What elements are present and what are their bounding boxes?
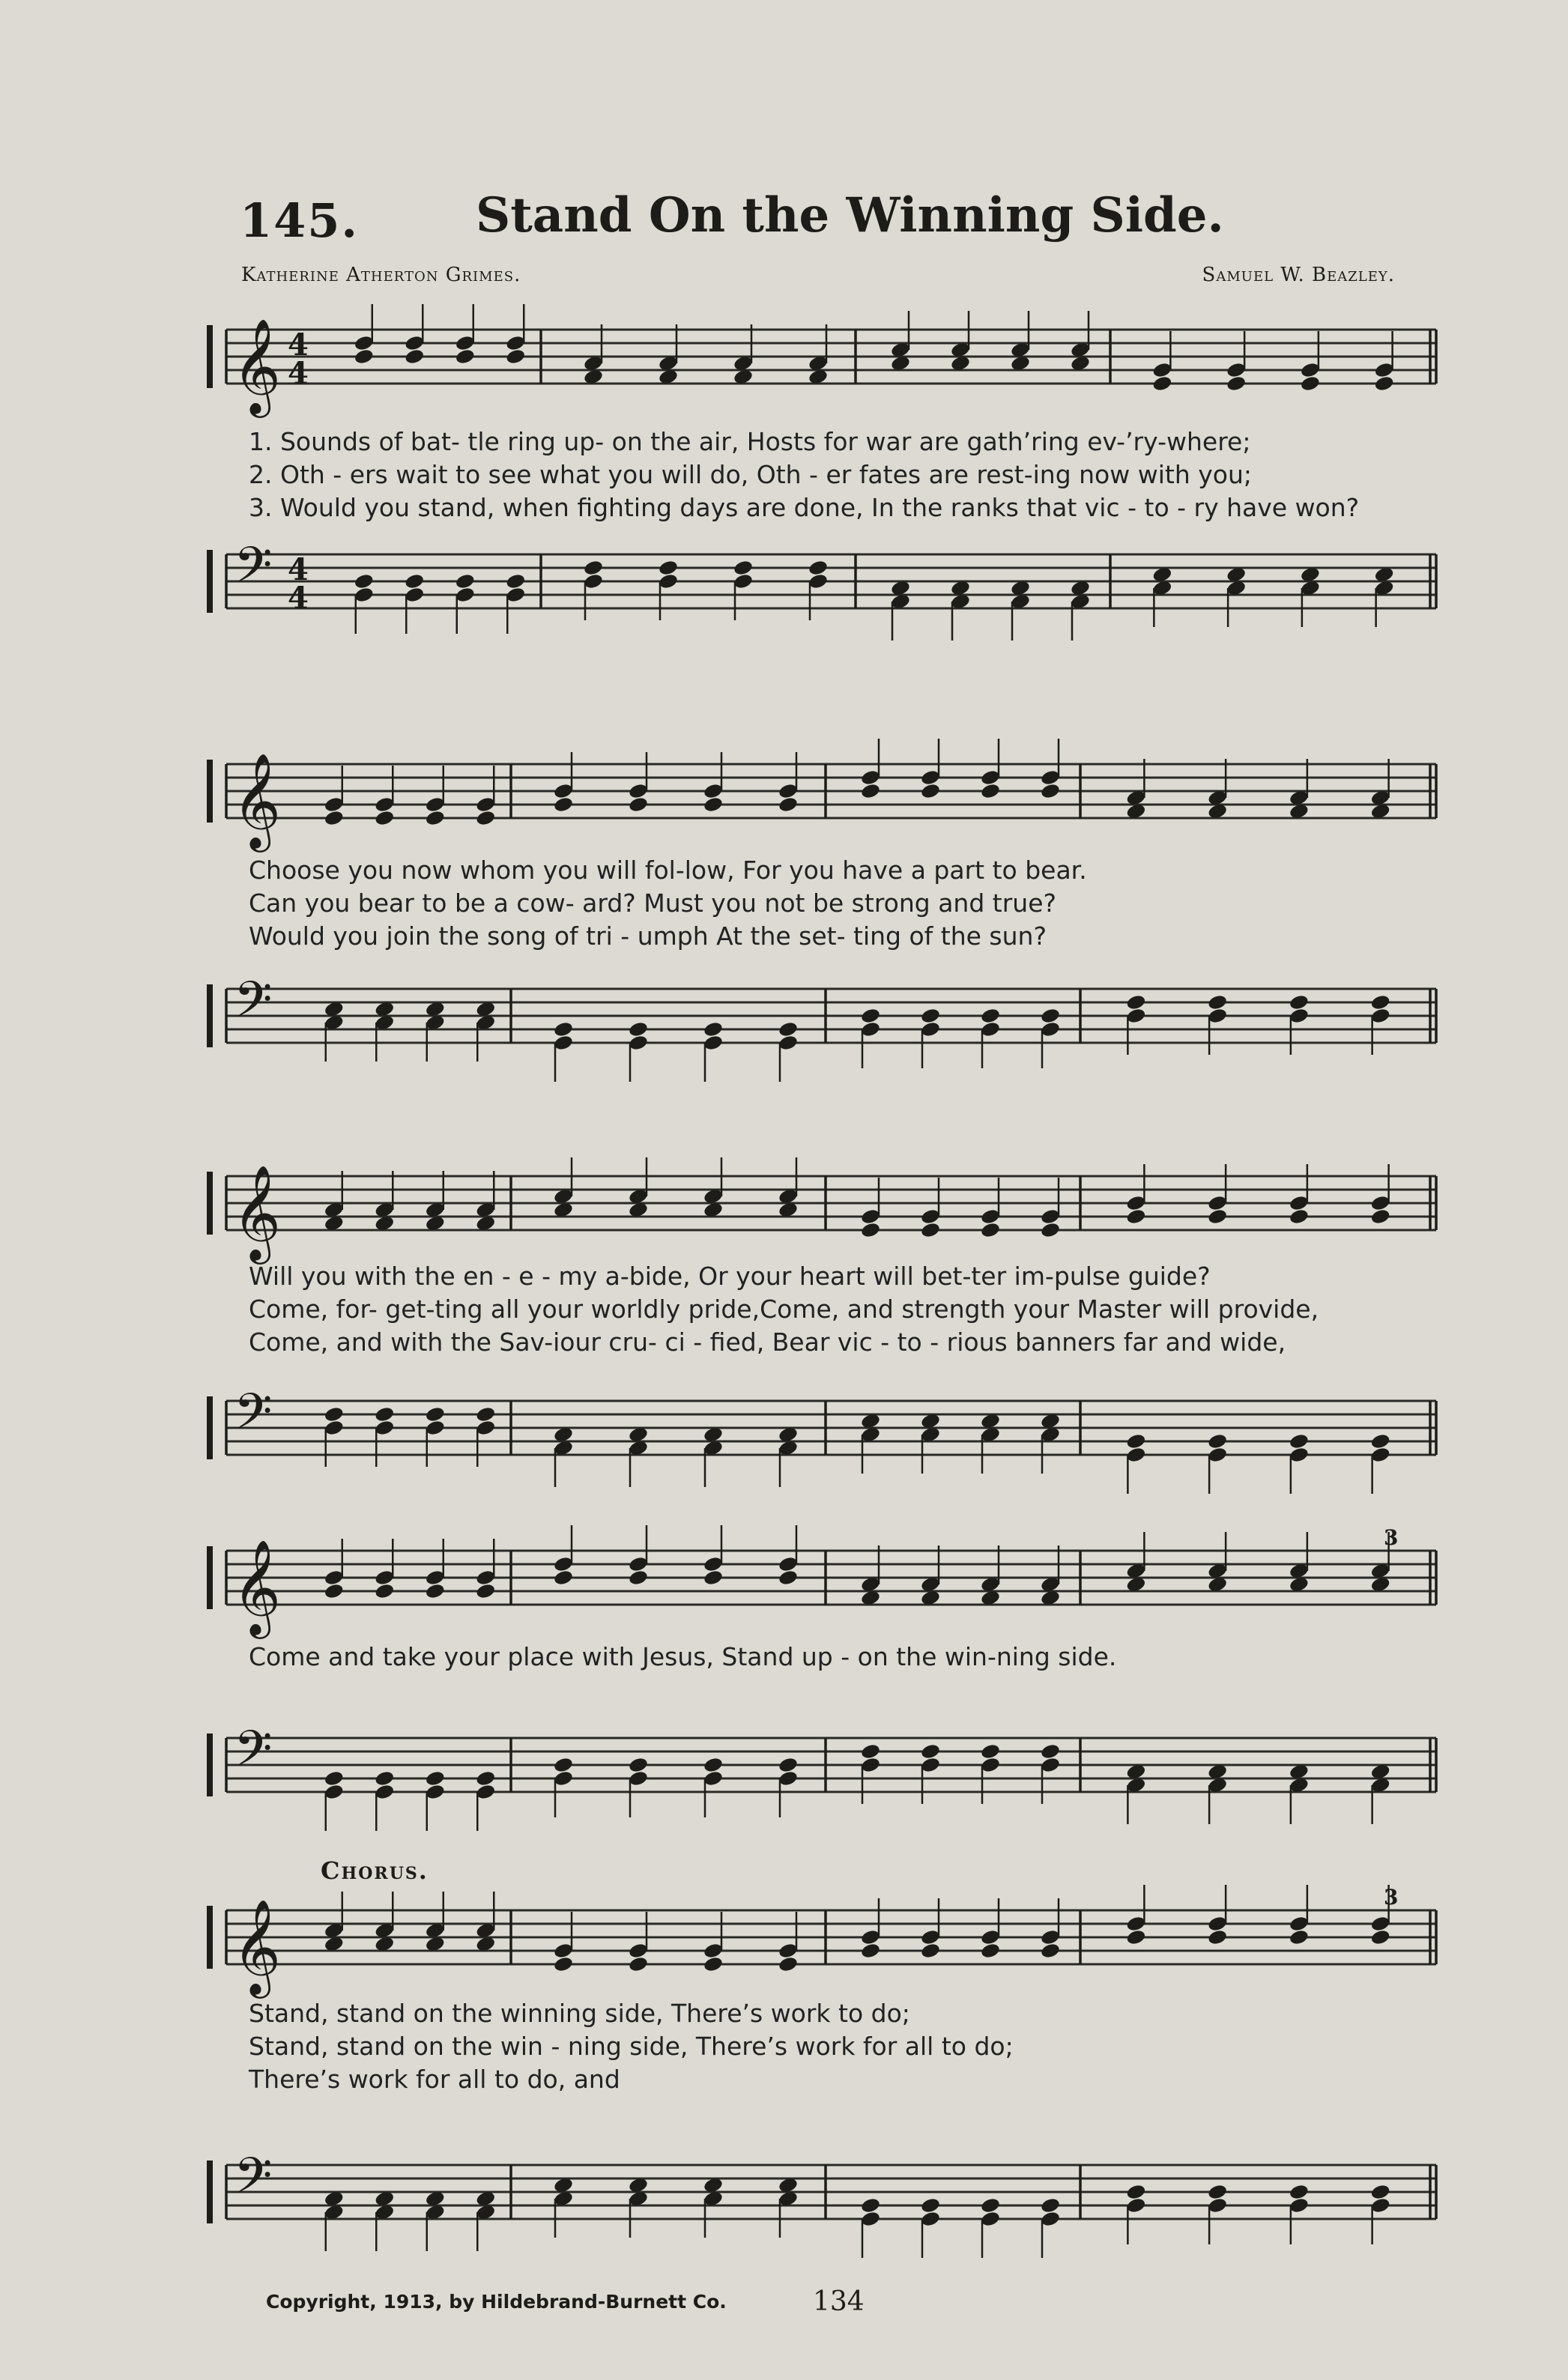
lyrics-block <box>249 854 1432 953</box>
note-head <box>628 1569 649 1586</box>
note-head <box>1207 1432 1228 1450</box>
credits <box>241 264 1395 294</box>
note-head <box>1207 1928 1228 1946</box>
note-head <box>553 1756 574 1773</box>
note-head <box>1289 2183 1310 2200</box>
time-signature-bottom: 4 <box>288 356 309 391</box>
note-head <box>1040 1007 1061 1024</box>
note-head <box>475 1769 496 1787</box>
triplet-mark: 3 <box>1384 1885 1399 1910</box>
treble-staff <box>196 1525 1440 1635</box>
note-head <box>778 1569 799 1586</box>
note-head <box>1226 375 1247 392</box>
note-head <box>920 1942 941 1959</box>
lyric-line: There’s work for all to do, and <box>249 2065 620 2094</box>
treble-clef: 𝄞 <box>232 1164 282 1260</box>
music-system-4 <box>196 1525 1440 1828</box>
lyric-line: 2. Oth - ers wait to see what you will do, Oth - er fates are rest-ing now with you; <box>249 460 1252 489</box>
note-head <box>920 1742 941 1760</box>
note-head <box>374 1582 395 1599</box>
note-head <box>1370 993 1391 1011</box>
bass-staff <box>196 1716 1440 1820</box>
note-head <box>980 2196 1001 2214</box>
title-row <box>240 187 1408 255</box>
bass-clef: 𝄢 <box>234 1383 273 1453</box>
bass-clef: 𝄢 <box>234 1720 273 1790</box>
bass-clef: 𝄢 <box>234 536 273 606</box>
note-head <box>1289 1928 1310 1946</box>
bass-staff <box>196 1378 1440 1483</box>
note-head <box>778 1020 799 1038</box>
note-head <box>425 809 446 826</box>
note-head <box>1289 993 1310 1011</box>
hymn-title: Stand On the Winning Side. <box>476 187 1224 243</box>
treble-clef: 𝄞 <box>232 752 282 848</box>
lyrics-block <box>249 1641 1432 1674</box>
note-head <box>1040 1221 1061 1238</box>
note-head <box>1374 375 1395 392</box>
note-head <box>980 1742 1001 1760</box>
note-head <box>920 2196 941 2214</box>
note-head <box>920 1007 941 1024</box>
note-head <box>324 1582 345 1599</box>
note-head <box>808 559 829 576</box>
note-head <box>628 796 649 813</box>
bass-clef: 𝄢 <box>234 971 273 1041</box>
lyrics-block <box>249 1997 1432 2096</box>
note-head <box>404 572 425 590</box>
note-head <box>860 2196 881 2214</box>
note-head <box>425 1405 446 1423</box>
note-head <box>354 348 375 365</box>
note-head <box>703 1569 724 1586</box>
note-head <box>374 1405 395 1423</box>
lyric-line: Will you with the en - e - my a-bide, Or your heart will bet-ter im-pulse guide? <box>249 1262 1211 1291</box>
lyric-line: Come and take your place with Jesus, Stand up - on the win-ning side. <box>249 1642 1117 1671</box>
note-head <box>374 809 395 826</box>
note-head <box>860 782 881 799</box>
lyric-line: 3. Would you stand, when fighting days are done, In the ranks that vic - to - ry have won? <box>249 493 1360 522</box>
note-head <box>475 809 496 826</box>
note-head <box>860 1007 881 1024</box>
lyric-line: Come, for- get-ting all your worldly pride,Come, and strength your Master will provide, <box>249 1295 1319 1324</box>
note-head <box>1040 1742 1061 1760</box>
lyric-line: Can you bear to be a cow- ard? Must you not be strong and true? <box>249 888 1057 918</box>
bass-staff <box>196 2143 1440 2247</box>
note-head <box>1151 375 1172 392</box>
note-head <box>1207 1208 1228 1225</box>
lyric-line: Stand, stand on the win - ning side, There’s work for all to do; <box>249 2032 1014 2061</box>
lyric-line: Stand, stand on the winning side, There’s work to do; <box>249 1999 910 2028</box>
note-head <box>1040 782 1061 799</box>
treble-staff <box>196 1154 1440 1260</box>
bass-clef: 𝄢 <box>234 2147 273 2217</box>
note-head <box>324 809 345 826</box>
note-head <box>354 572 375 590</box>
note-head <box>733 559 754 576</box>
copyright-notice: Copyright, 1913, by Hildebrand-Burnett Co. <box>266 2291 727 2313</box>
note-head <box>920 782 941 799</box>
note-head <box>374 1769 395 1787</box>
note-head <box>1125 993 1146 1011</box>
note-head <box>425 1769 446 1787</box>
page-number: 134 <box>813 2286 865 2317</box>
hymn-number: 145. <box>240 193 360 248</box>
treble-staff <box>196 307 1440 414</box>
lyrics-block <box>249 1260 1432 1359</box>
time-signature-top: 4 <box>288 327 309 363</box>
note-head <box>1125 2183 1146 2200</box>
note-head <box>475 1405 496 1423</box>
note-head <box>425 1582 446 1599</box>
note-head <box>1207 993 1228 1011</box>
note-head <box>1289 1208 1310 1225</box>
note-head <box>1125 1208 1146 1225</box>
note-head <box>980 1221 1001 1238</box>
note-head <box>980 782 1001 799</box>
note-head <box>628 1756 649 1773</box>
note-head <box>1289 1432 1310 1450</box>
page-footer <box>266 2286 940 2324</box>
note-head <box>778 1955 799 1972</box>
note-head <box>628 1020 649 1038</box>
note-head <box>1040 1942 1061 1959</box>
treble-clef: 𝄞 <box>232 1898 282 1994</box>
note-head <box>1370 2183 1391 2200</box>
note-head <box>455 348 476 365</box>
lyric-line: Come, and with the Sav-iour cru- ci - fied, Bear vic - to - rious banners far and wide, <box>249 1327 1286 1357</box>
note-head <box>778 796 799 813</box>
note-head <box>920 1221 941 1238</box>
note-head <box>1040 2196 1061 2214</box>
note-head <box>505 572 526 590</box>
note-head <box>505 348 526 365</box>
note-head <box>324 1405 345 1423</box>
treble-staff <box>196 1885 1440 1994</box>
music-system-5 <box>196 1885 1440 2247</box>
lyric-line: Choose you now whom you will fol-low, For you have a part to bear. <box>249 856 1087 885</box>
triplet-mark: 3 <box>1384 1525 1399 1550</box>
note-head <box>404 348 425 365</box>
note-head <box>455 572 476 590</box>
treble-clef: 𝄞 <box>232 1539 282 1635</box>
note-head <box>1370 1928 1391 1946</box>
music-system-1 <box>196 307 1440 637</box>
lyricist-credit: Katherine Atherton Grimes. <box>241 264 521 286</box>
composer-credit: Samuel W. Beazley. <box>1202 264 1395 286</box>
note-head <box>553 1955 574 1972</box>
lyric-line: Would you join the song of tri - umph At the set- ting of the sun? <box>249 921 1047 951</box>
note-head <box>860 1221 881 1238</box>
note-head <box>324 1769 345 1787</box>
note-head <box>703 796 724 813</box>
note-head <box>628 1955 649 1972</box>
lyric-line: 1. Sounds of bat- tle ring up- on the air, Hosts for war are gath’ring ev-’ry-where; <box>249 427 1251 456</box>
treble-staff <box>196 742 1440 848</box>
note-head <box>1370 1208 1391 1225</box>
note-head <box>860 1942 881 1959</box>
note-head <box>860 1742 881 1760</box>
note-head <box>658 559 679 576</box>
note-head <box>703 1955 724 1972</box>
note-head <box>1300 375 1321 392</box>
lyrics-block <box>249 426 1432 524</box>
note-head <box>703 1756 724 1773</box>
note-head <box>1125 1928 1146 1946</box>
note-head <box>553 1569 574 1586</box>
music-system-3 <box>196 1154 1440 1483</box>
time-signature-bottom: 4 <box>288 581 309 616</box>
chorus-label: Chorus. <box>321 1856 429 1885</box>
note-head <box>553 1020 574 1038</box>
note-head <box>583 559 604 576</box>
note-head <box>1125 1432 1146 1450</box>
note-head <box>1370 1432 1391 1450</box>
note-head <box>778 1756 799 1773</box>
time-signature-top: 4 <box>288 552 309 587</box>
note-head <box>980 1007 1001 1024</box>
note-head <box>475 1582 496 1599</box>
note-head <box>553 796 574 813</box>
bass-staff <box>196 966 1440 1071</box>
music-system-2 <box>196 742 1440 1071</box>
note-head <box>1207 2183 1228 2200</box>
note-head <box>703 1020 724 1038</box>
note-head <box>980 1942 1001 1959</box>
bass-staff <box>196 532 1440 637</box>
treble-clef: 𝄞 <box>232 318 282 414</box>
